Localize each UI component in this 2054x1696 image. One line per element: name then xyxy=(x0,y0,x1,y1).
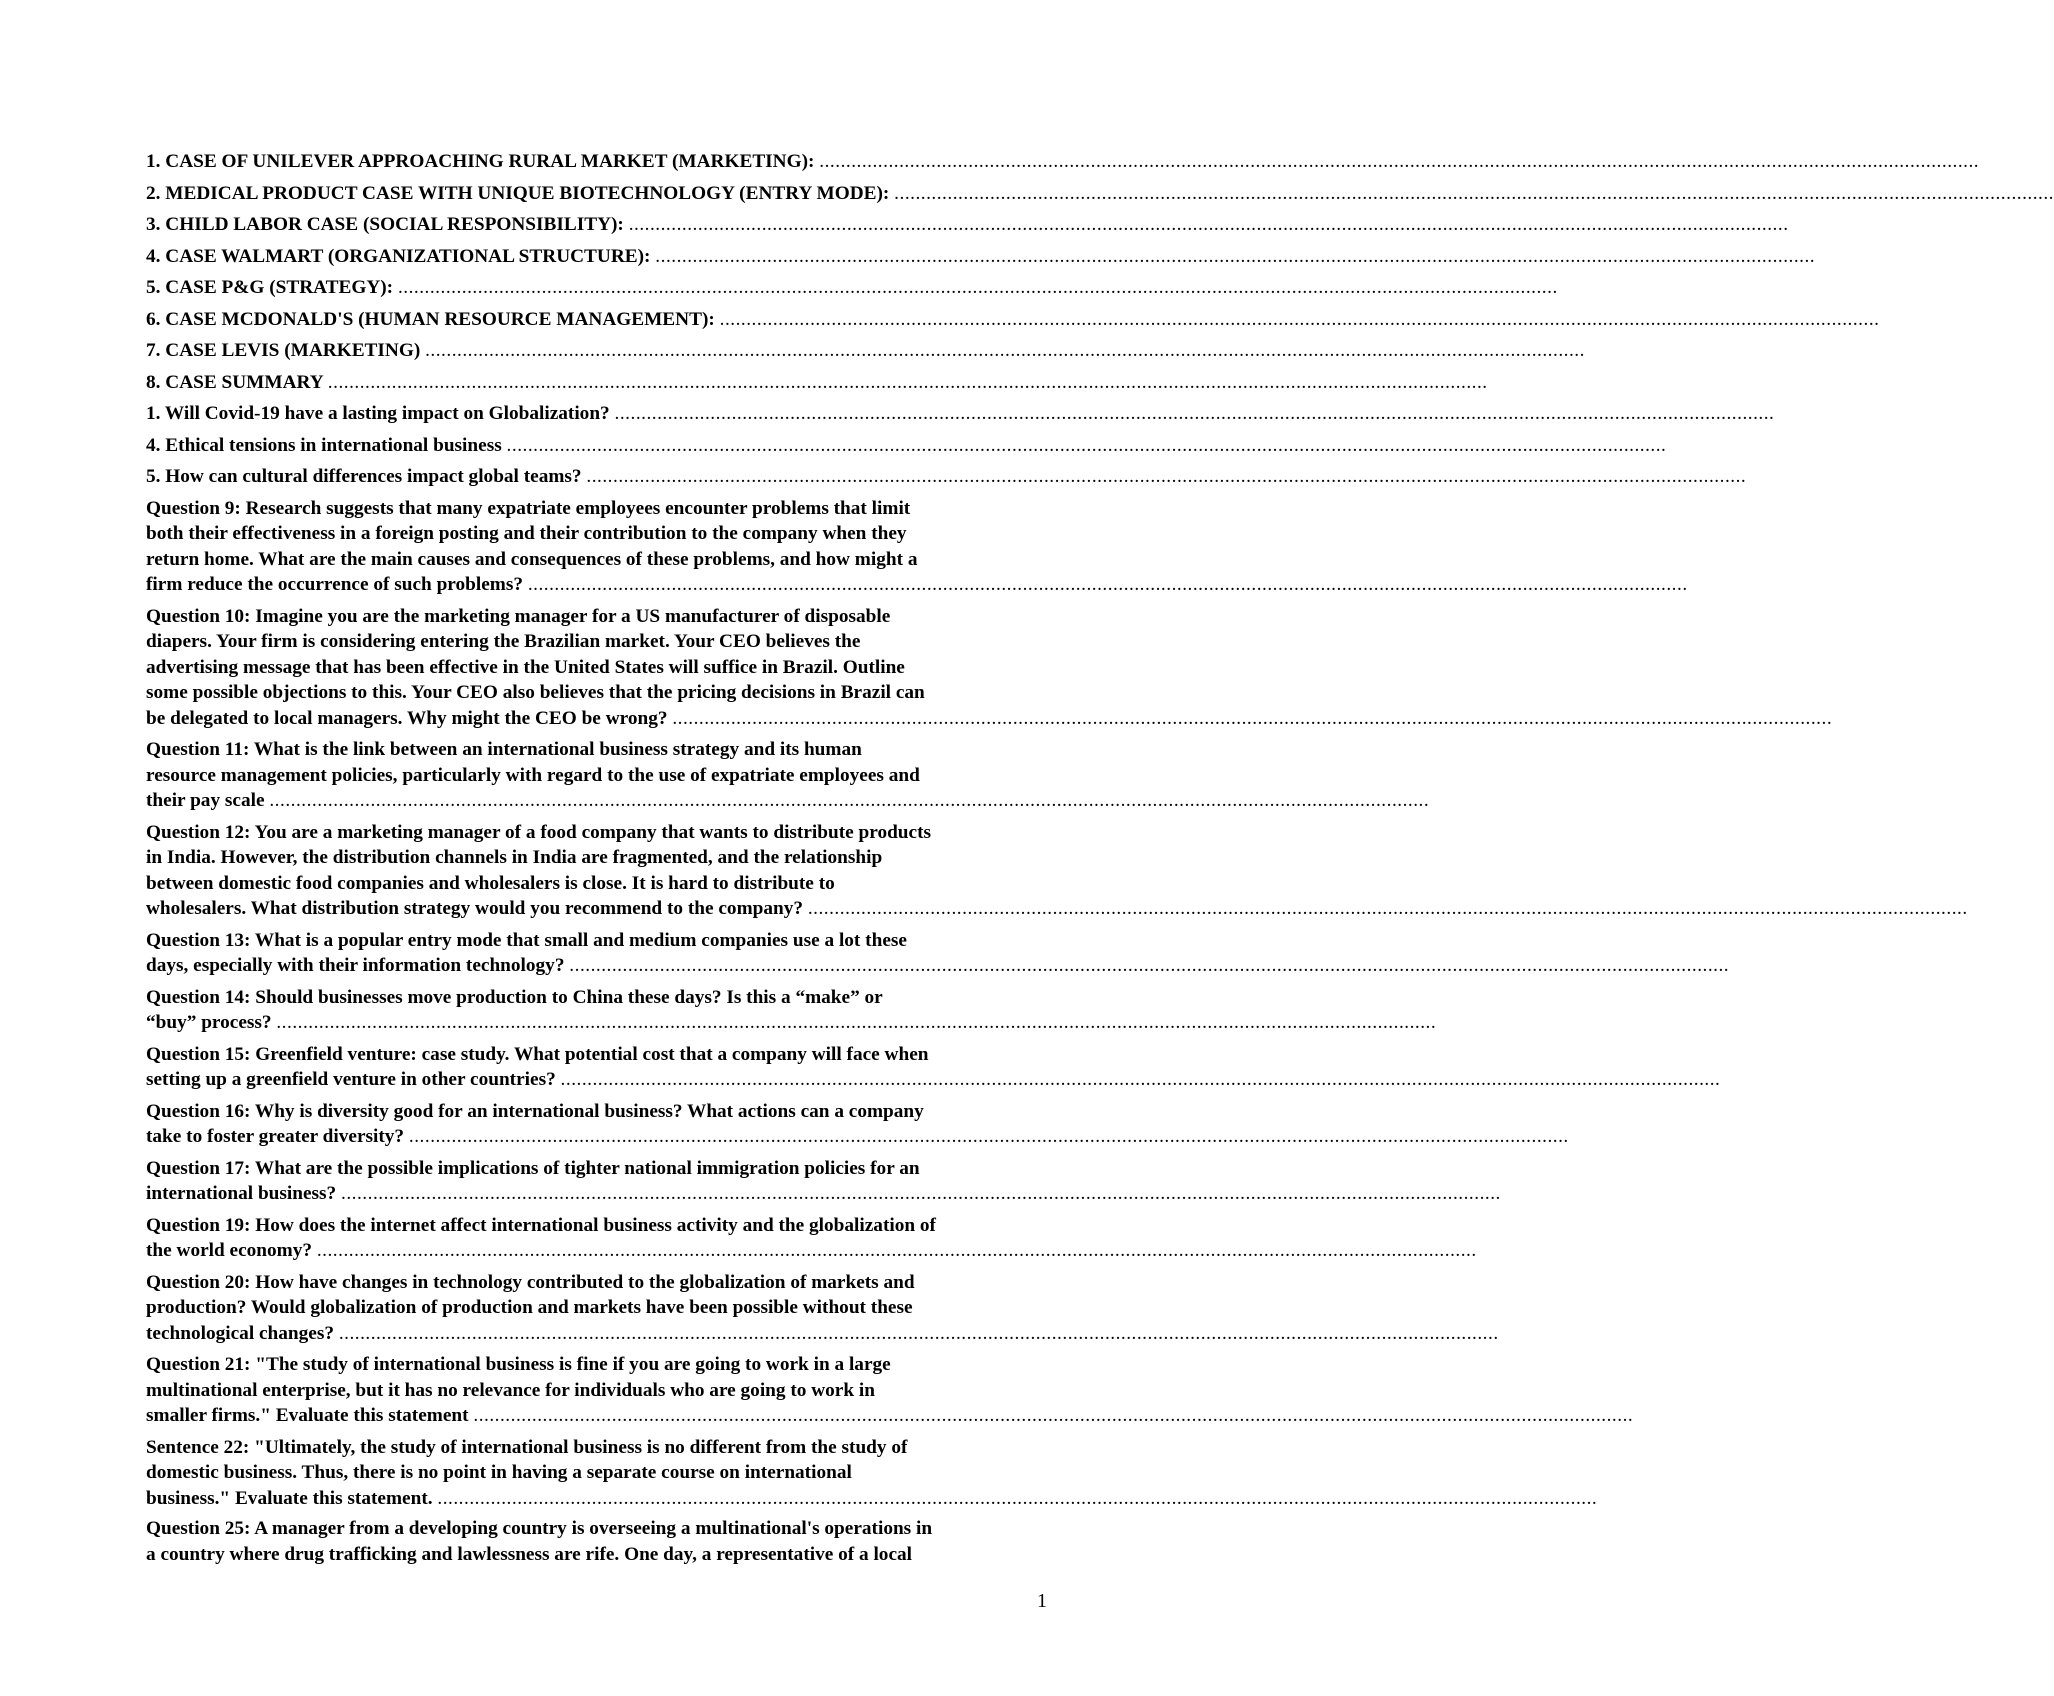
toc-leader-dots: .......................................................................................................................................................................................................................... xyxy=(560,1069,1721,1090)
toc-entry-line: Question 16: Why is diversity good for an international business? What actions can a company xyxy=(146,1100,924,1122)
toc-entry[interactable] xyxy=(146,149,1980,175)
toc-entry-title: 1. Will Covid-19 have a lasting impact on Globalization? xyxy=(146,403,610,424)
toc-entry-title: 6. CASE MCDONALD'S (HUMAN RESOURCE MANAGEMENT): xyxy=(146,308,715,330)
toc-entry-line: both their effectiveness in a foreign posting and their contribution to the company when they xyxy=(146,523,907,544)
toc-entry-line: a country where drug trafficking and lawlessness are rife. One day, a representative of a local xyxy=(146,1543,913,1565)
toc-leader-dots: .......................................................................................................................................................................................................................... xyxy=(338,1322,1499,1344)
toc-entry-title: firm reduce the occurrence of such problems? xyxy=(146,574,523,595)
toc-entry-line: Question 19: How does the internet affect international business activity and the globalization of xyxy=(146,1214,936,1236)
toc-entry[interactable] xyxy=(146,338,1585,364)
toc-entry-title: “buy” process? xyxy=(146,1012,272,1033)
toc-entry-last-line xyxy=(146,401,1775,427)
toc-entry-last-line xyxy=(146,181,2054,207)
toc-leader-dots: .......................................................................................................................................................................................................................... xyxy=(894,182,2054,204)
toc-entry[interactable] xyxy=(146,985,1437,1036)
toc-entry[interactable] xyxy=(146,275,1558,301)
toc-entry-title: 5. How can cultural differences impact global teams? xyxy=(146,466,582,487)
toc-entry-title: smaller firms." Evaluate this statement xyxy=(146,1405,469,1426)
toc-entry-line: Question 13: What is a popular entry mode that small and medium companies use a lot these xyxy=(146,929,907,951)
toc-entry-last-line xyxy=(146,1067,1721,1093)
toc-leader-dots: .......................................................................................................................................................................................................................... xyxy=(672,707,1833,729)
toc-leader-dots: .......................................................................................................................................................................................................................... xyxy=(586,466,1747,487)
toc-entry-last-line xyxy=(146,572,1688,598)
toc-entry-line: in India. However, the distribution channels in India are fragmented, and the relationship xyxy=(146,847,883,868)
toc-entry-title: 8. CASE SUMMARY xyxy=(146,371,323,393)
toc-entry-title: take to foster greater diversity? xyxy=(146,1126,405,1147)
toc-entry-line: Question 25: A manager from a developing country is overseeing a multinational's operations in xyxy=(146,1518,933,1539)
toc-entry[interactable] xyxy=(146,1213,1477,1264)
toc-entry-title: 4. Ethical tensions in international business xyxy=(146,434,502,456)
toc-leader-dots: .......................................................................................................................................................................................................................... xyxy=(569,955,1730,976)
toc-leader-dots: .......................................................................................................................................................................................................................... xyxy=(408,1126,1569,1147)
toc-entry[interactable] xyxy=(146,464,1747,490)
toc-entry-last-line xyxy=(146,244,1816,270)
toc-leader-dots: .......................................................................................................................................................................................................................... xyxy=(473,1405,1634,1426)
toc-entry-title: 5. CASE P&G (STRATEGY): xyxy=(146,277,394,298)
toc-entry-last-line xyxy=(146,307,1880,333)
toc-entry-line: diapers. Your firm is considering entering the Brazilian market. Your CEO believes the xyxy=(146,631,861,652)
toc-entry[interactable] xyxy=(146,1270,1499,1347)
toc-entry[interactable] xyxy=(146,307,1880,333)
toc-leader-dots: .......................................................................................................................................................................................................................... xyxy=(506,434,1667,456)
toc-entry-title: be delegated to local managers. Why might the CEO be wrong? xyxy=(146,707,668,729)
toc-entry-title: 2. MEDICAL PRODUCT CASE WITH UNIQUE BIOTECHNOLOGY (ENTRY MODE): xyxy=(146,182,890,204)
toc-entry-line: domestic business. Thus, there is no point in having a separate course on international xyxy=(146,1462,852,1483)
toc-entry-line: Question 10: Imagine you are the marketing manager for a US manufacturer of disposable xyxy=(146,605,891,627)
toc-entry-line: Question 17: What are the possible implications of tighter national immigration policies for an xyxy=(146,1157,920,1179)
toc-entry-line: Question 9: Research suggests that many expatriate employees encounter problems that limit xyxy=(146,497,911,519)
toc-entry-title: 3. CHILD LABOR CASE (SOCIAL RESPONSIBILITY): xyxy=(146,214,624,235)
toc-entry-line: production? Would globalization of production and markets have been possible without these xyxy=(146,1297,913,1318)
toc-leader-dots: .......................................................................................................................................................................................................................... xyxy=(655,245,1816,267)
toc-entry-title: business." Evaluate this statement. xyxy=(146,1487,433,1509)
toc-entry-title: days, especially with their information technology? xyxy=(146,955,565,976)
toc-leader-dots: .......................................................................................................................................................................................................................... xyxy=(719,308,1880,330)
toc-leader-dots: .......................................................................................................................................................................................................................... xyxy=(807,898,1968,919)
toc-entry-title: 1. CASE OF UNILEVER APPROACHING RURAL MARKET (MARKETING): xyxy=(146,151,815,172)
toc-entry-last-line xyxy=(146,1321,1499,1347)
toc-entry-title: 7. CASE LEVIS (MARKETING) xyxy=(146,340,421,361)
toc-entry-last-line xyxy=(146,1124,1569,1150)
toc-entry-line: some possible objections to this. Your CEO also believes that the pricing decisions in Brazil can xyxy=(146,682,925,703)
toc-leader-dots: .......................................................................................................................................................................................................................... xyxy=(341,1183,1501,1204)
toc-leader-dots: .......................................................................................................................................................................................................................... xyxy=(327,371,1488,393)
toc-entry-last-line xyxy=(146,706,1833,732)
toc-entry[interactable] xyxy=(146,181,2054,207)
toc-entry-last-line xyxy=(146,1486,1598,1512)
toc-entry-last-line xyxy=(146,1181,1501,1207)
toc-entry-title: 4. CASE WALMART (ORGANIZATIONAL STRUCTURE): xyxy=(146,245,651,267)
toc-entry-title: setting up a greenfield venture in other countries? xyxy=(146,1069,556,1090)
toc-entry[interactable] xyxy=(146,1435,1598,1512)
toc-leader-dots: .......................................................................................................................................................................................................................... xyxy=(397,277,1558,298)
page-number: 1 xyxy=(1037,1590,1047,1612)
toc-leader-dots: .......................................................................................................................................................................................................................... xyxy=(527,574,1688,595)
toc-entry-last-line xyxy=(146,464,1747,490)
toc-entry-line: Question 14: Should businesses move production to China these days? Is this a “make” or xyxy=(146,986,883,1008)
toc-leader-dots: .......................................................................................................................................................................................................................... xyxy=(269,790,1430,811)
toc-entry-line: Question 12: You are a marketing manager of a food company that wants to distribute products xyxy=(146,821,932,843)
toc-entry-last-line xyxy=(146,1238,1477,1264)
toc-leader-dots: .......................................................................................................................................................................................................................... xyxy=(819,151,1980,172)
toc-entry[interactable] xyxy=(146,604,1833,732)
toc-leader-dots: .......................................................................................................................................................................................................................... xyxy=(316,1240,1477,1261)
toc-entry-line: resource management policies, particularly with regard to the use of expatriate employees and xyxy=(146,764,920,786)
toc-leader-dots: .......................................................................................................................................................................................................................... xyxy=(437,1487,1598,1509)
toc-entry[interactable] xyxy=(146,1099,1569,1150)
toc-entry-last-line xyxy=(146,338,1585,364)
toc-entry-last-line xyxy=(146,1010,1437,1036)
toc-entry-last-line xyxy=(146,275,1558,301)
table-of-contents xyxy=(146,149,2054,1517)
toc-leader-dots: .......................................................................................................................................................................................................................... xyxy=(276,1012,1437,1033)
toc-entry-title: their pay scale xyxy=(146,790,265,811)
toc-entry-line: Question 20: How have changes in technology contributed to the globalization of markets and xyxy=(146,1271,915,1293)
toc-entry-line: between domestic food companies and wholesalers is close. It is hard to distribute to xyxy=(146,872,835,894)
toc-entry[interactable] xyxy=(146,496,1688,598)
toc-entry-title: wholesalers. What distribution strategy would you recommend to the company? xyxy=(146,898,803,919)
toc-entry-last-line xyxy=(146,433,1667,459)
toc-leader-dots: .......................................................................................................................................................................................................................... xyxy=(628,214,1789,235)
toc-entry-title: international business? xyxy=(146,1183,337,1204)
toc-entry[interactable] xyxy=(146,928,1730,979)
toc-leader-dots: .......................................................................................................................................................................................................................... xyxy=(425,340,1585,361)
toc-entry-last-line xyxy=(146,788,1430,814)
toc-entry-question-25 xyxy=(146,1516,1198,1567)
toc-entry-line: Question 11: What is the link between an international business strategy and its human xyxy=(146,739,862,760)
toc-entry[interactable] xyxy=(146,1156,1501,1207)
toc-leader-dots: .......................................................................................................................................................................................................................... xyxy=(614,403,1775,424)
toc-entry-title: the world economy? xyxy=(146,1240,313,1261)
toc-entry-last-line xyxy=(146,896,1968,922)
toc-entry[interactable] xyxy=(146,820,1968,922)
toc-entry[interactable] xyxy=(146,737,1430,814)
toc-entry-title: technological changes? xyxy=(146,1322,334,1344)
toc-entry-last-line xyxy=(146,953,1730,979)
toc-entry[interactable] xyxy=(146,370,1488,396)
toc-entry-last-line xyxy=(146,149,1980,175)
toc-entry[interactable] xyxy=(146,212,1789,238)
toc-entry[interactable] xyxy=(146,244,1816,270)
toc-entry-line: Question 15: Greenfield venture: case study. What potential cost that a company will face when xyxy=(146,1043,929,1065)
toc-entry-last-line xyxy=(146,370,1488,396)
toc-entry[interactable] xyxy=(146,433,1667,459)
toc-entry[interactable] xyxy=(146,401,1775,427)
toc-entry[interactable] xyxy=(146,1352,1634,1429)
toc-entry[interactable] xyxy=(146,1042,1721,1093)
toc-entry-line: return home. What are the main causes and consequences of these problems, and how might a xyxy=(146,548,918,570)
toc-entry-line: advertising message that has been effective in the United States will suffice in Brazil. Outline xyxy=(146,656,905,678)
toc-entry-line: multinational enterprise, but it has no relevance for individuals who are going to work in xyxy=(146,1379,875,1401)
toc-entry-last-line xyxy=(146,212,1789,238)
toc-entry-last-line xyxy=(146,1403,1634,1429)
toc-entry-line: Question 21: "The study of international business is fine if you are going to work in a large xyxy=(146,1354,891,1375)
toc-entry-line: Sentence 22: "Ultimately, the study of international business is no different from the study of xyxy=(146,1436,908,1458)
